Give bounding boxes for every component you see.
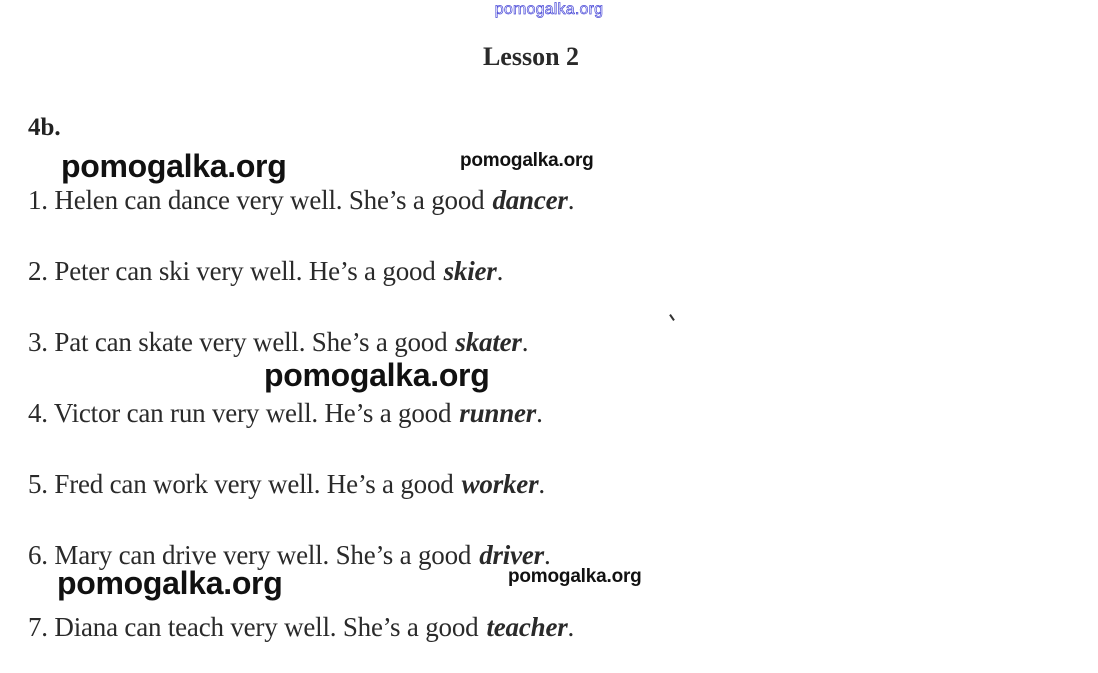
lesson-title: Lesson 2: [482, 42, 580, 71]
sentence-text: 1. Helen can dance very well. She’s a good: [28, 185, 485, 215]
watermark-text: pomogalka.org: [57, 565, 283, 601]
answer-word: skater: [455, 327, 522, 357]
sentence-1: [28, 185, 574, 216]
stray-mark: [669, 314, 675, 321]
watermark-text: pomogalka.org: [264, 357, 490, 393]
answer-word: skier: [443, 256, 497, 286]
sentence-4: [28, 398, 543, 429]
sentence-5: [28, 469, 545, 500]
sentence-2: [28, 256, 503, 287]
sentence-text: 3. Pat can skate very well. She’s a good: [28, 327, 448, 357]
answer-word: runner: [459, 398, 537, 428]
watermark-text: pomogalka.org: [61, 148, 287, 184]
top-watermark: pomogalka.org: [494, 1, 604, 18]
sentence-end: .: [567, 612, 575, 642]
answer-word: worker: [461, 469, 539, 499]
sentence-text: 5. Fred can work very well. He’s a good: [28, 469, 454, 499]
sentence-text: 4. Victor can run very well. He’s a good: [28, 398, 452, 428]
sentence-text: 2. Peter can ski very well. He’s a good: [28, 256, 436, 286]
sentence-text: 6. Mary can drive very well. She’s a good: [28, 540, 472, 570]
answer-word: driver: [479, 540, 544, 570]
exercise-label: 4b.: [28, 114, 61, 141]
watermark-text: pomogalka.org: [508, 566, 642, 587]
watermark-text: pomogalka.org: [460, 150, 594, 171]
sentence-3: [28, 327, 528, 358]
answer-word: teacher: [486, 612, 568, 642]
sentence-end: .: [543, 540, 551, 570]
sentence-text: 7. Diana can teach very well. She’s a good: [28, 612, 479, 642]
sentence-end: .: [536, 398, 543, 428]
sentence-7: [28, 612, 574, 643]
answer-word: dancer: [492, 185, 568, 215]
sentence-end: .: [538, 469, 545, 499]
sentence-end: .: [521, 327, 529, 357]
sentence-end: .: [567, 185, 575, 215]
sentence-end: .: [496, 256, 504, 286]
